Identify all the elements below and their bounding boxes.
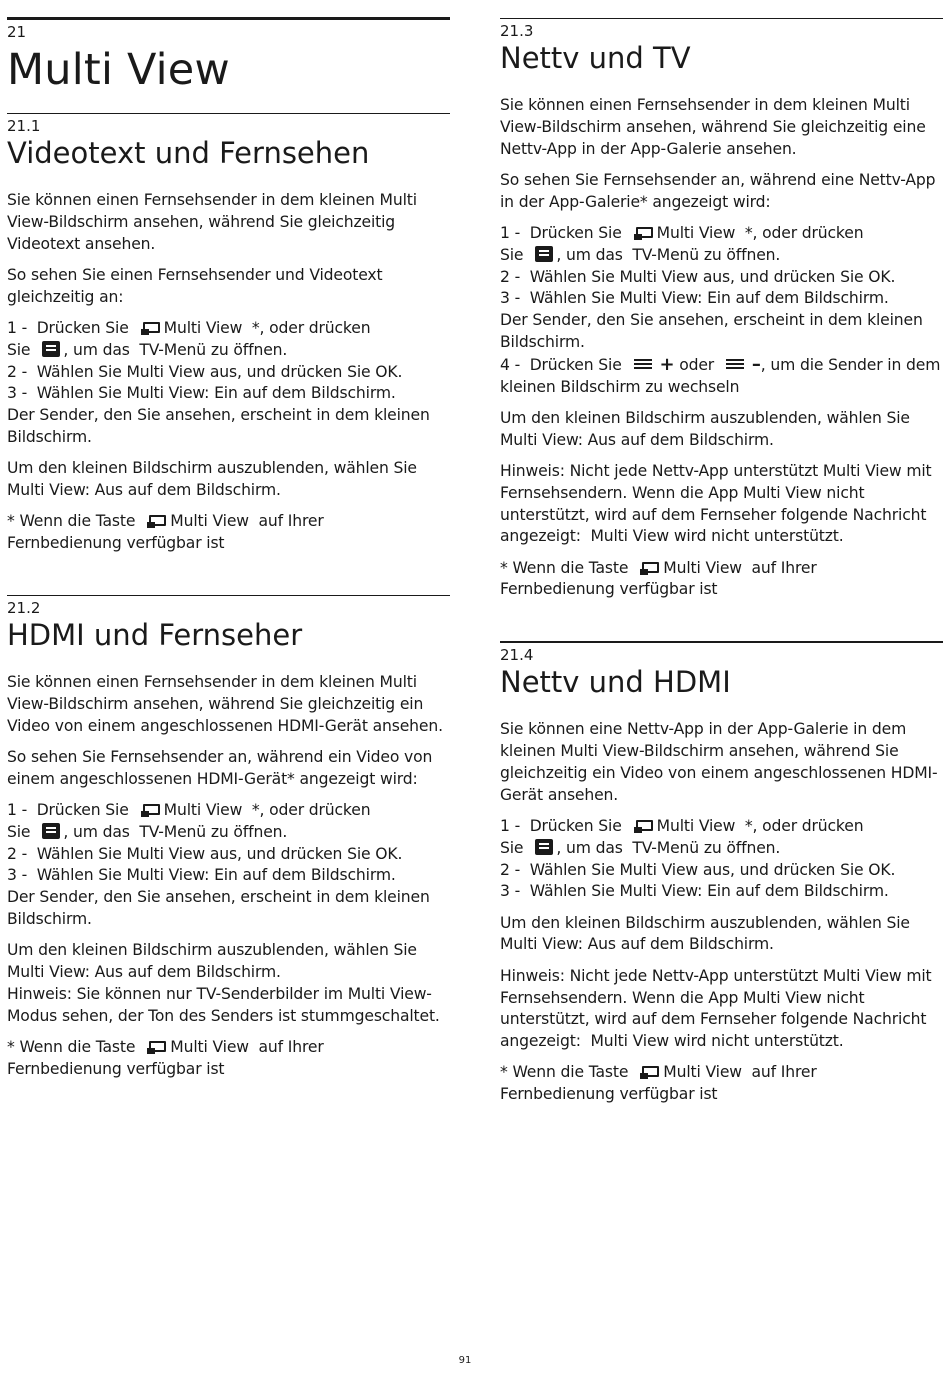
tv-menu-icon (535, 839, 553, 855)
tv-menu-icon (42, 341, 60, 357)
section-rule (500, 641, 943, 643)
section-title: HDMI und Fernseher (7, 617, 303, 652)
hint: Hinweis: Nicht jede Nettv-App unterstützt Multi View mit Fernsehsendern. Wenn die App Multi View nicht unterstützt, wird auf dem Fernseher folgende Nachricht angezeigt: Multi View wird nicht unterstützt. (500, 966, 932, 1051)
section-number: 21.2 (7, 598, 41, 617)
hint: Hinweis: Sie können nur TV-Senderbilder im Multi View-Modus sehen, der Ton des Senders ist stummgeschaltet. (7, 984, 440, 1025)
section-intro: Sie können eine Nettv-App in der App-Galerie in dem kleinen Multi View-Bildschirm ansehen, während Sie gleichzeitig ein Video von einem angeschlossenen HDMI-Gerät ansehen. (500, 720, 938, 804)
hide-instruction: Um den kleinen Bildschirm auszublenden, wählen Sie Multi View: Aus auf dem Bildschirm. (7, 459, 417, 500)
multi-view-icon (634, 227, 654, 240)
step-1: 1 - Drücken Sie Multi View *, oder drücken Sie , um das TV-Menü zu öffnen. (500, 816, 864, 857)
channel-note: Der Sender, den Sie ansehen, erscheint in dem kleinen Bildschirm. (500, 311, 923, 351)
footnote: * Wenn die Taste Multi View auf Ihrer Fernbedienung verfügbar ist (7, 1037, 324, 1078)
footnote: * Wenn die Taste Multi View auf Ihrer Fernbedienung verfügbar ist (7, 512, 324, 553)
step-1: 1 - Drücken Sie Multi View *, oder drücken Sie , um das TV-Menü zu öffnen. (7, 800, 371, 841)
step-2: 2 - Wählen Sie Multi View aus, und drücken Sie OK. (500, 860, 896, 879)
step-3: 3 - Wählen Sie Multi View: Ein auf dem Bildschirm. (500, 882, 889, 901)
hide-instruction: Um den kleinen Bildschirm auszublenden, wählen Sie Multi View: Aus auf dem Bildschirm. (500, 408, 910, 449)
multi-view-icon (640, 1066, 660, 1079)
multi-view-icon (141, 322, 161, 335)
chapter-title: Multi View (7, 45, 230, 95)
step-3: 3 - Wählen Sie Multi View: Ein auf dem Bildschirm. (7, 384, 396, 403)
multi-view-icon (640, 562, 660, 575)
step-3: 3 - Wählen Sie Multi View: Ein auf dem Bildschirm. (500, 289, 889, 308)
section-number: 21.3 (500, 22, 534, 40)
chapter-rule (7, 17, 450, 20)
section-rule (7, 595, 450, 596)
step-2: 2 - Wählen Sie Multi View aus, und drücken Sie OK. (7, 844, 403, 863)
footnote: * Wenn die Taste Multi View auf Ihrer Fernbedienung verfügbar ist (500, 558, 817, 599)
list-icon (634, 358, 652, 370)
hint: Hinweis: Nicht jede Nettv-App unterstützt Multi View mit Fernsehsendern. Wenn die App Multi View nicht unterstützt, wird auf dem Fernseher folgende Nachricht angezeigt: Multi View wird nicht unterstützt. (500, 461, 932, 546)
step-2: 2 - Wählen Sie Multi View aus, und drücken Sie OK. (7, 362, 403, 381)
tv-menu-icon (535, 246, 553, 262)
hide-instruction: Um den kleinen Bildschirm auszublenden, wählen Sie Multi View: Aus auf dem Bildschirm. (500, 913, 910, 954)
section-rule (7, 113, 450, 114)
tv-menu-icon (42, 823, 60, 839)
section-intro: Sie können einen Fernsehsender in dem kleinen Multi View-Bildschirm ansehen, während Sie gleichzeitig eine Nettv-App in der App-Galerie ansehen. (500, 96, 926, 158)
section-rule (500, 18, 943, 19)
hide-instruction: Um den kleinen Bildschirm auszublenden, wählen Sie Multi View: Aus auf dem Bildschirm. (7, 941, 417, 982)
channel-note: Der Sender, den Sie ansehen, erscheint in dem kleinen Bildschirm. (7, 888, 430, 928)
page-number: 91 (458, 1355, 472, 1366)
right-column (500, 0, 943, 1106)
step-1: 1 - Drücken Sie Multi View *, oder drücken Sie , um das TV-Menü zu öffnen. (7, 318, 371, 359)
step-2: 2 - Wählen Sie Multi View aus, und drücken Sie OK. (500, 267, 896, 286)
section-number: 21.1 (7, 117, 41, 135)
section-intro: Sie können einen Fernsehsender in dem kleinen Multi View-Bildschirm ansehen, während Sie gleichzeitig ein Video von einem angeschlossenen HDMI-Gerät ansehen. (7, 672, 443, 735)
list-icon (726, 358, 744, 370)
left-column (7, 0, 450, 1081)
step-4: 4 - Drücken Sie + oder –, um die Sender in dem kleinen Bildschirm zu wechseln (500, 353, 941, 396)
section-number: 21.4 (500, 646, 534, 665)
section-intro: Sie können einen Fernsehsender in dem kleinen Multi View-Bildschirm ansehen, während Sie gleichzeitig Videotext ansehen. (7, 191, 417, 253)
step-3: 3 - Wählen Sie Multi View: Ein auf dem Bildschirm. (7, 866, 396, 885)
multi-view-icon (141, 804, 161, 817)
step-1: 1 - Drücken Sie Multi View *, oder drücken Sie , um das TV-Menü zu öffnen. (500, 223, 864, 264)
section-title: Nettv und HDMI (500, 665, 731, 700)
section-title: Nettv und TV (500, 41, 691, 75)
chapter-number: 21 (7, 23, 27, 41)
multi-view-icon (147, 515, 167, 528)
multi-view-icon (147, 1041, 167, 1054)
section-how-to: So sehen Sie Fernsehsender an, während ein Video von einem angeschlossenen HDMI-Gerät* angezeigt wird: (7, 747, 433, 788)
section-how-to: So sehen Sie Fernsehsender an, während eine Nettv-App in der App-Galerie* angezeigt wird: (500, 170, 936, 211)
channel-note: Der Sender, den Sie ansehen, erscheint in dem kleinen Bildschirm. (7, 406, 430, 446)
multi-view-icon (634, 820, 654, 833)
footnote: * Wenn die Taste Multi View auf Ihrer Fernbedienung verfügbar ist (500, 1063, 817, 1104)
section-how-to: So sehen Sie einen Fernsehsender und Videotext gleichzeitig an: (7, 265, 383, 306)
section-title: Videotext und Fernsehen (7, 136, 370, 170)
